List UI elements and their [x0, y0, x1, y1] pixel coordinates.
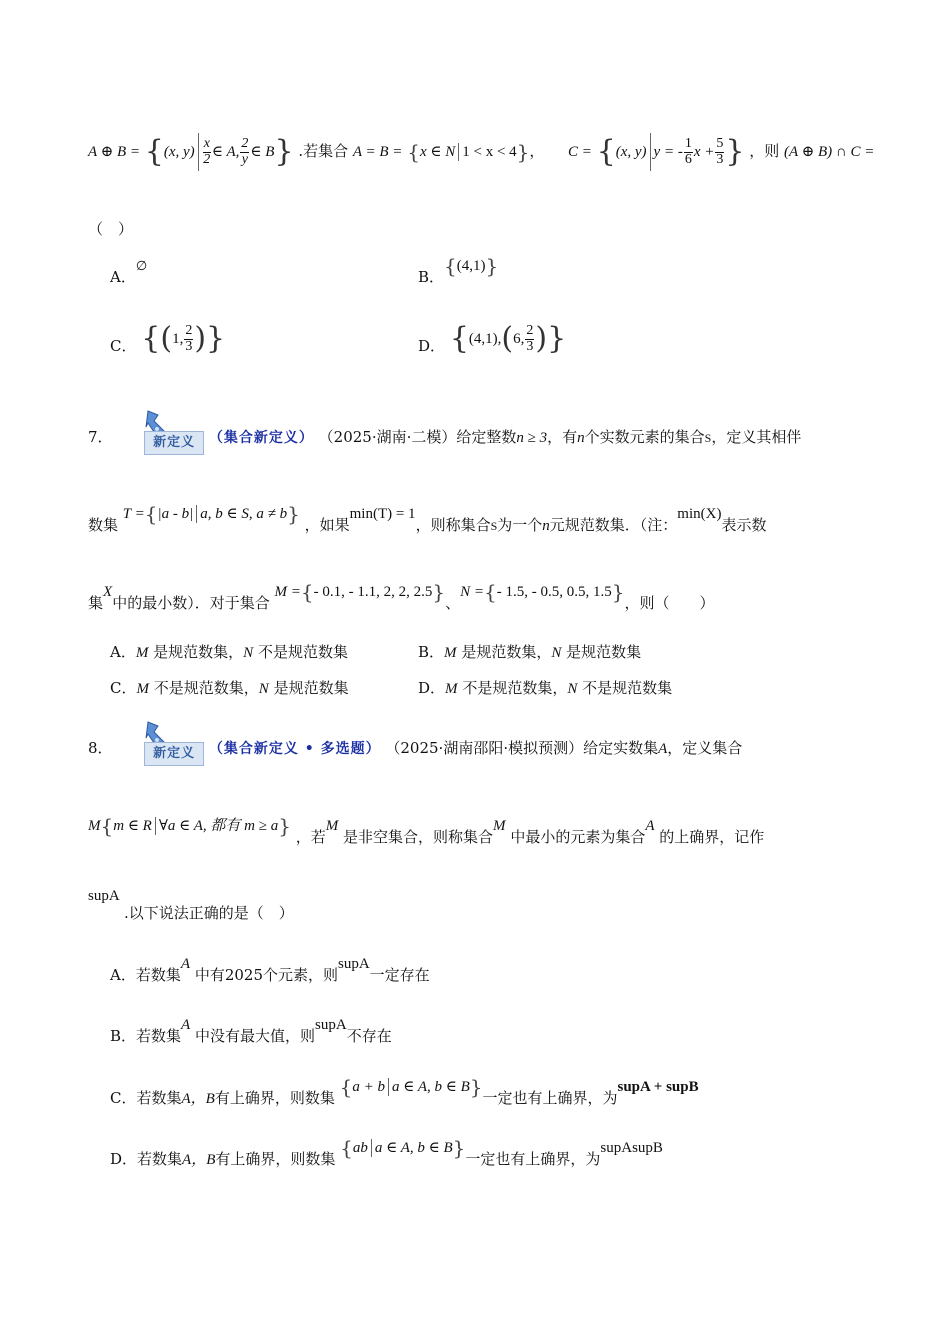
q7-min-X: min(X)	[677, 506, 722, 522]
q8-line-3: .以下说法正确的是（ ）	[124, 904, 294, 922]
q7-number: 7．	[88, 428, 113, 446]
q6-text-ruo: .若集合	[298, 142, 349, 160]
q7-line-3: 集X中的最小数）．对于集合 M ={- 0.1, - 1.1, 2, 2, 2.5}、N ={- 1.5, - 0.5, 0.5, 1.5}，则（ ）	[88, 580, 715, 612]
q8-option-a[interactable]: A．若数集A 中有2025个元素，则supA一定存在	[110, 956, 430, 984]
q6-frac-x-2: $\frac{x}{2}$	[203, 135, 211, 167]
q8-tag-label: 新定义	[144, 742, 204, 766]
q6-empty-set: ∅	[135, 259, 148, 274]
q6-option-d[interactable]: D． {(4,1),(6, $\frac{2}{3}$ )}	[418, 321, 567, 356]
q6-set-var: (x, y)	[163, 144, 195, 160]
q8-number: 8．	[88, 739, 113, 757]
q7-option-a[interactable]: A．M 是规范数集，N 不是规范数集	[110, 643, 348, 661]
q8-supA-label: supA	[88, 888, 120, 904]
q6-option-c[interactable]: C． {(1, $\frac{2}{3}$ )}	[110, 321, 226, 356]
q7-option-d[interactable]: D．M 不是规范数集，N 不是规范数集	[418, 679, 673, 697]
q6-option-a[interactable]: A．∅	[110, 259, 148, 286]
q6-option-b[interactable]: B．{(4,1)}	[418, 254, 499, 286]
q6-stem-line: A ⊕ B = {(x, y) $\frac{x}{2}$ ∈ A, $\frac{2}{y}$ ∈ B} .若集合 A = B = {x ∈ N 1 < x < 4}， C = {(x, y) y = - $\frac{1}{6}$ x + $\frac{5}{3}$ } ，则 (A ⊕ B) ∩ C =	[88, 134, 875, 169]
q8-option-d[interactable]: D．若数集A，B有上确界，则数集 {ab a ∈ A, b ∈ B}一定也有上确界，为supAsupB	[110, 1136, 663, 1168]
q6-optd-frac: $\frac{2}{3}$	[526, 322, 534, 354]
q7-header: 7． 新定义 （集合新定义） （2025·湖南·二模）给定整数n ≥ 3，有n个实数元素的集合S，定义其相伴	[88, 420, 801, 455]
q7-N-set: N ={- 1.5, - 0.5, 0.5, 1.5}	[460, 580, 625, 604]
q8-optc-set: {a + b a ∈ A, b ∈ B}	[339, 1075, 483, 1099]
q7-option-b[interactable]: B．M 是规范数集，N 是规范数集	[418, 643, 642, 661]
q8-header: 8． 新定义 （集合新定义 • 多选题） （2025·湖南邵阳·模拟预测）给定实数集A，定义集合	[88, 731, 742, 766]
q7-M-set: M ={- 0.1, - 1.1, 2, 2, 2.5}	[274, 580, 446, 604]
q7-tag-label: 新定义	[144, 431, 204, 455]
q7-option-c[interactable]: C．M 不是规范数集，N 是规范数集	[110, 679, 349, 697]
q6-right-brace: }	[274, 134, 294, 169]
q6-frac-1-6: $\frac{1}{6}$	[684, 135, 692, 167]
q6-lhs: A ⊕ B =	[88, 144, 140, 160]
q7-category: （集合新定义）	[208, 430, 314, 446]
q7-T-def: T ={|a - b| a, b ∈ S, a ≠ b}	[122, 502, 300, 526]
q7-line-2: 数集 T ={|a - b| a, b ∈ S, a ≠ b} ，如果min(T) = 1，则称集合S为一个n元规范数集．（注：min(X)表示数	[88, 502, 767, 534]
q8-line-2: M{m ∈ R ∀a ∈ A, 都有 m ≥ a} ，若M 是非空集合，则称集合M 中最小的元素为集合A 的上确界，记作	[88, 814, 765, 846]
q7-tag	[144, 425, 204, 451]
q6-paren: （ ）	[88, 220, 134, 238]
q6-frac-5-3: $\frac{5}{3}$	[716, 135, 724, 167]
q8-option-c[interactable]: C．若数集A，B有上确界，则数集 {a + b a ∈ A, b ∈ B}一定也有上确界，为supA + supB	[110, 1075, 699, 1107]
q6-divider	[198, 133, 199, 171]
q8-M-def: M{m ∈ R ∀a ∈ A, 都有 m ≥ a}	[88, 814, 291, 838]
q6-frac-2-y: $\frac{2}{y}$	[241, 135, 249, 167]
q6-optc-frac: $\frac{2}{3}$	[185, 322, 193, 354]
q8-tag	[144, 736, 204, 762]
q8-category: （集合新定义 • 多选题）	[208, 741, 381, 757]
q8-optd-set: {ab a ∈ A, b ∈ B}	[340, 1136, 466, 1160]
q6-left-brace: {	[144, 134, 164, 169]
q8-option-b[interactable]: B．若数集A 中没有最大值，则supA不存在	[110, 1017, 392, 1045]
q7-min-T: min(T) = 1	[349, 506, 416, 522]
